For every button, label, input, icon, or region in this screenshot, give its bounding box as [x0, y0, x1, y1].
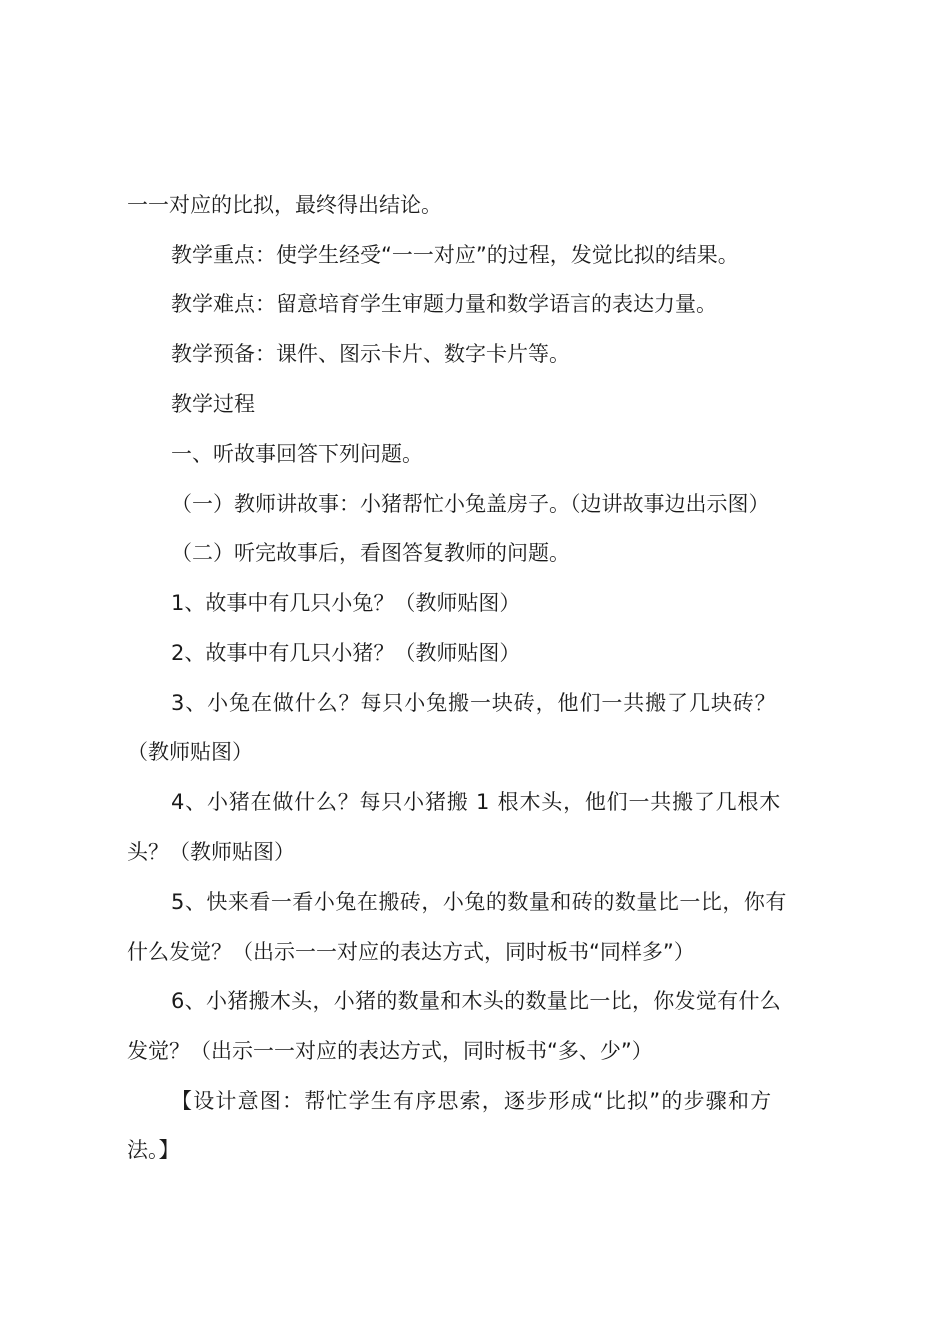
question-line: 5、快来看一看小兔在搬砖，小兔的数量和砖的数量比一比，你有: [171, 890, 787, 914]
question-line: 6、小猪搬木头，小猪的数量和木头的数量比一比，你发觉有什么: [171, 989, 782, 1013]
question-continuation: 发觉？（出示一一对应的表达方式，同时板书“多、少”）: [127, 1039, 653, 1063]
question-continuation: （教师贴图）: [127, 740, 253, 764]
teaching-difficulty-line: 教学难点：留意培育学生审题力量和数学语言的表达力量。: [171, 292, 717, 316]
question-line: 2、故事中有几只小猪？（教师贴图）: [171, 641, 521, 665]
question-line: 4、小猪在做什么？每只小猪搬 1 根木头，他们一共搬了几根木: [171, 790, 782, 814]
subsection-line: （二）听完故事后，看图答复教师的问题。: [171, 541, 570, 565]
question-continuation: 头？（教师贴图）: [127, 840, 295, 864]
question-continuation: 什么发觉？（出示一一对应的表达方式，同时板书“同样多”）: [127, 940, 695, 964]
section-title: 一、听故事回答下列问题。: [171, 442, 423, 466]
subsection-line: （一）教师讲故事：小猪帮忙小兔盖房子。（边讲故事边出示图）: [171, 492, 770, 516]
question-line: 1、故事中有几只小兔？（教师贴图）: [171, 591, 521, 615]
design-intent-line: 【设计意图：帮忙学生有序思索，逐步形成“比拟”的步骤和方: [171, 1089, 773, 1113]
section-heading: 教学过程: [171, 392, 255, 416]
teaching-focus-line: 教学重点：使学生经受“一一对应”的过程，发觉比拟的结果。: [171, 243, 739, 267]
design-intent-continuation: 法。】: [127, 1138, 180, 1162]
teaching-preparation-line: 教学预备：课件、图示卡片、数字卡片等。: [171, 342, 570, 366]
question-line: 3、小兔在做什么？每只小兔搬一块砖，他们一共搬了几块砖？: [171, 691, 777, 715]
text-line: 一一对应的比拟，最终得出结论。: [127, 193, 442, 217]
